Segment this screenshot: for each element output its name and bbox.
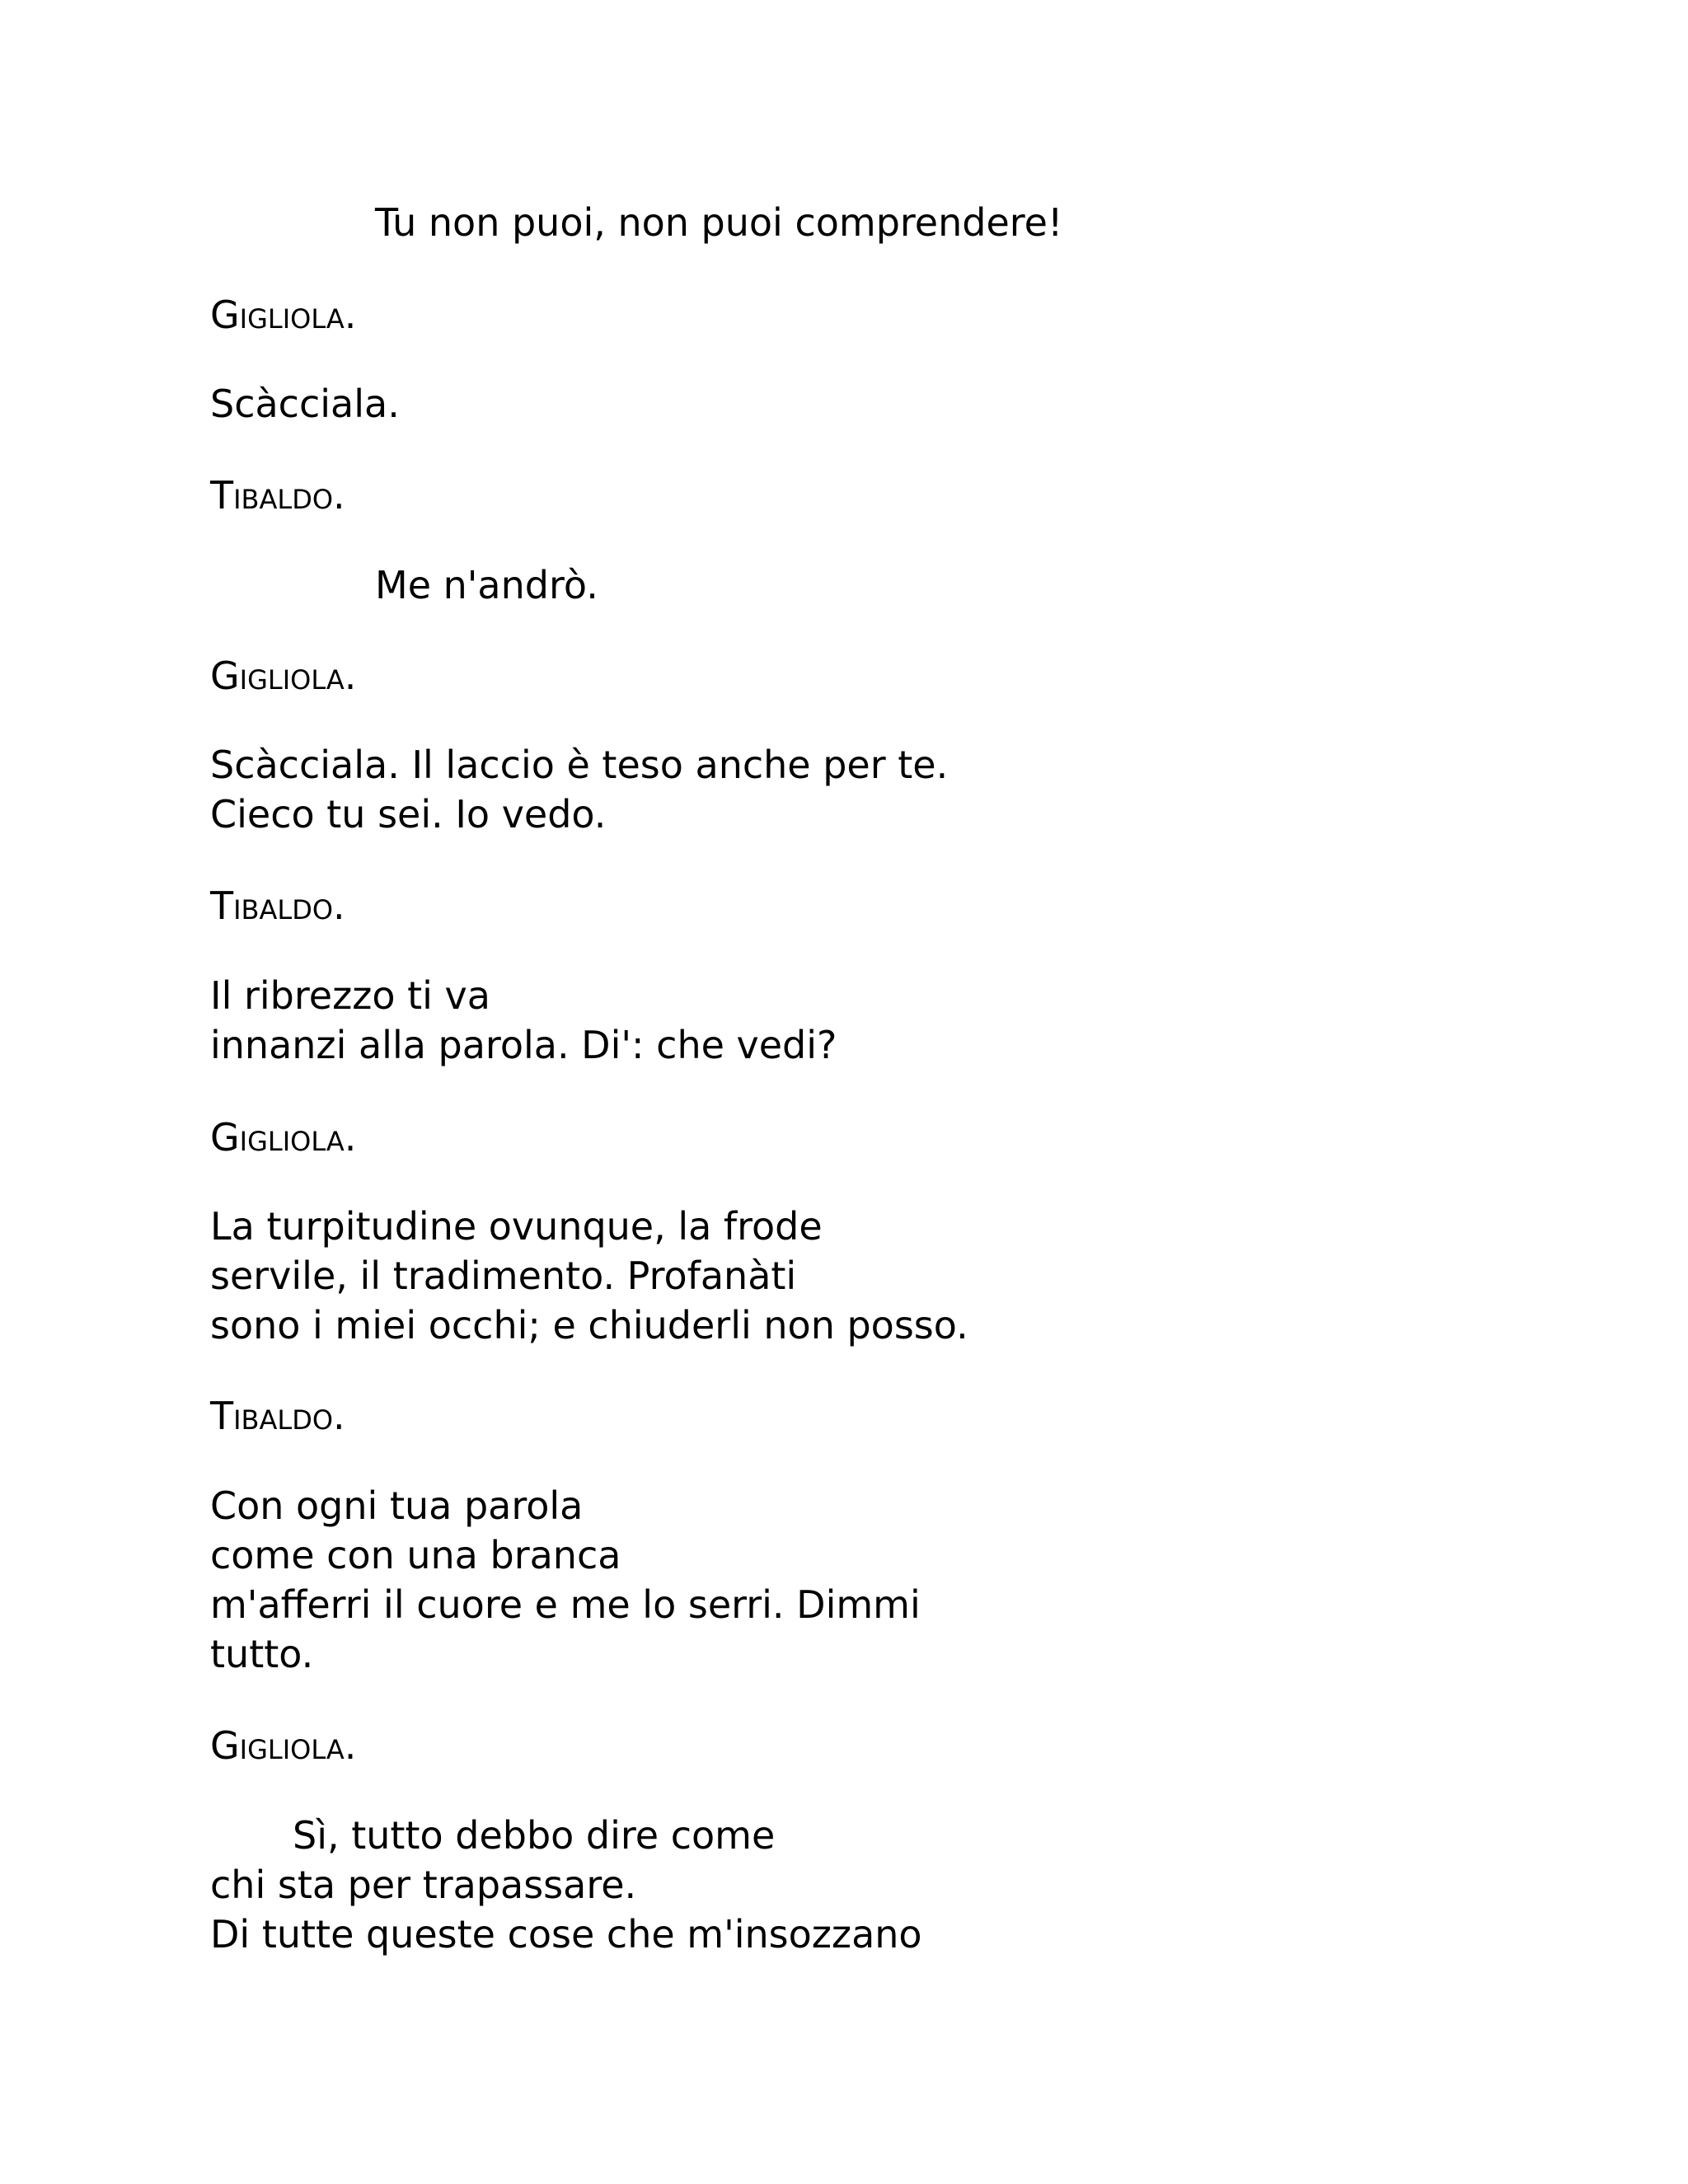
verse-line: Cieco tu sei. Io vedo. (210, 792, 607, 837)
verse-line: Sì, tutto debbo dire come (293, 1813, 776, 1858)
speaker-name: Gigliola. (210, 293, 357, 337)
verse-line: Il ribrezzo ti va (210, 973, 490, 1018)
verse-line: Me n'andrò. (375, 563, 598, 607)
verse-line: sono i miei occhi; e chiuderli non posso. (210, 1303, 968, 1347)
verse-line: servile, il tradimento. Profanàti (210, 1254, 797, 1298)
speaker-name: Gigliola. (210, 1723, 357, 1768)
verse-line: Di tutte queste cose che m'insozzano (210, 1912, 922, 1957)
verse-line: Tu non puoi, non puoi comprendere! (375, 200, 1063, 245)
verse-line: Scàcciala. Il laccio è teso anche per te. (210, 743, 949, 787)
verse-line: come con una branca (210, 1533, 621, 1577)
verse-line: tutto. (210, 1632, 314, 1676)
verse-line: chi sta per trapassare. (210, 1863, 637, 1907)
speaker-name: Tibaldo. (210, 1394, 345, 1438)
speaker-name: Gigliola. (210, 654, 357, 698)
speaker-name: Tibaldo. (210, 883, 345, 928)
verse-line: Con ogni tua parola (210, 1483, 584, 1528)
verse-line: La turpitudine ovunque, la frode (210, 1204, 823, 1249)
verse-line: m'afferri il cuore e me lo serri. Dimmi (210, 1582, 921, 1627)
speaker-name: Gigliola. (210, 1115, 357, 1160)
verse-line: Scàcciala. (210, 382, 400, 426)
speaker-name: Tibaldo. (210, 473, 345, 518)
verse-line: innanzi alla parola. Di': che vedi? (210, 1023, 837, 1067)
